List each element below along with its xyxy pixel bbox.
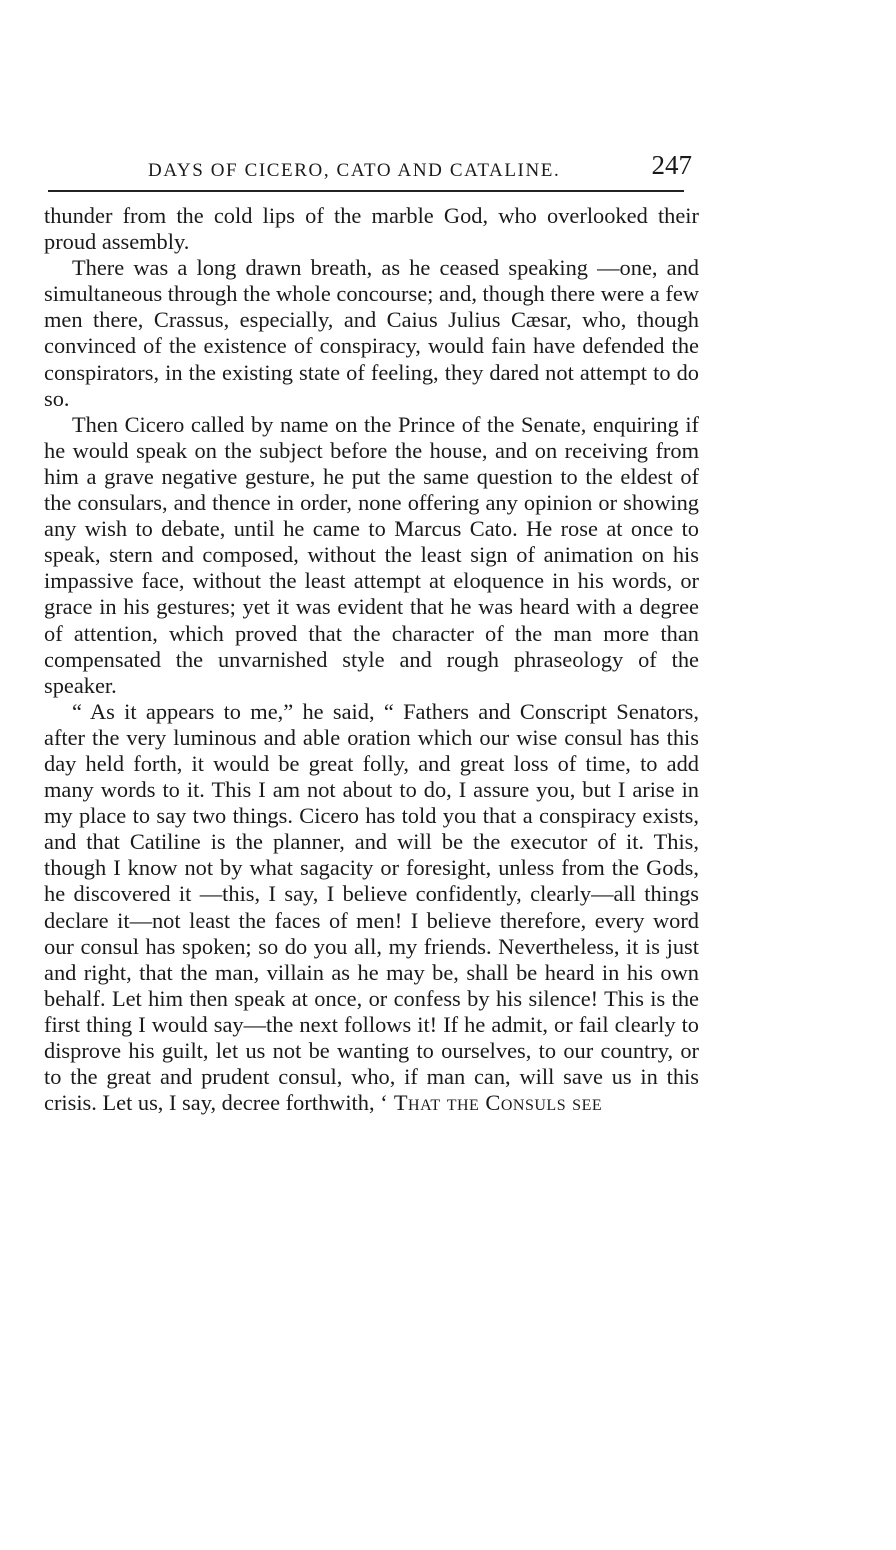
header-rule [48, 190, 684, 192]
page-header [48, 150, 698, 188]
paragraph-3: Then Cicero called by name on the Prince of the Senate, enquiring if he would speak on the subject before the house, and on receiving from him a grave negative gesture, he put the same question to the eldest of the consulars, and thence in order, none offering any opinion or showing any wish to debate, until he came to Marcus Cato. He rose at once to speak, stern and composed, without the least sign of animation on his impassive face, without the least attempt at eloquence in his words, or grace in his gestures; yet it was evident that he was heard with a degree of attention, which proved that the character of the man more than compensated the unvarnished style and rough phraseology of the speaker. [44, 411, 699, 698]
running-title: DAYS OF CICERO, CATO AND CATALINE. [148, 160, 561, 181]
paragraph-2: There was a long drawn breath, as he ceased speaking —one, and simultaneous through the whole concourse; and, though there were a few men there, Crassus, especially, and Caius Julius Cæsar, who, though convinced of the existence of conspiracy, would fain have defended the conspirators, in the existing state of feeling, they dared not attempt to do so. [44, 255, 699, 411]
paragraph-4 [44, 699, 699, 1117]
page-number: 247 [651, 150, 692, 180]
paragraph-1: thunder from the cold lips of the marble God, who overlooked their proud assembly. [44, 203, 699, 255]
small-caps-decree: ‘ That the Consuls see [380, 1090, 603, 1116]
paragraph-4-text: “ As it appears to me,” he said, “ Fathers and Conscript Senators, after the very luminous and able oration which our wise consul has this day held forth, it would be great folly, and great loss of time, to add many words to it. This I am not about to do, I assure you, but I arise in my place to say two things. Cicero has told you that a conspiracy exists, and that Catiline is the planner, and will be the executor of it. This, though I know not by what sagacity or foresight, unless from the Gods, he discovered it —this, I say, I believe confidently, clearly—all things declare it—not least the faces of men! I believe therefore, every word our consul has spoken; so do you all, my friends. Nevertheless, it is just and right, that the man, villain as he may be, shall be heard in his own behalf. Let him then speak at once, or confess by his silence! This is the first thing I would say—the next follows it! If he admit, or fail clearly to disprove his guilt, let us not be wanting to ourselves, to our country, or to the great and prudent consul, who, if man can, will save us in this crisis. Let us, I say, decree forthwith, [44, 698, 699, 1116]
body-text [44, 203, 699, 1116]
